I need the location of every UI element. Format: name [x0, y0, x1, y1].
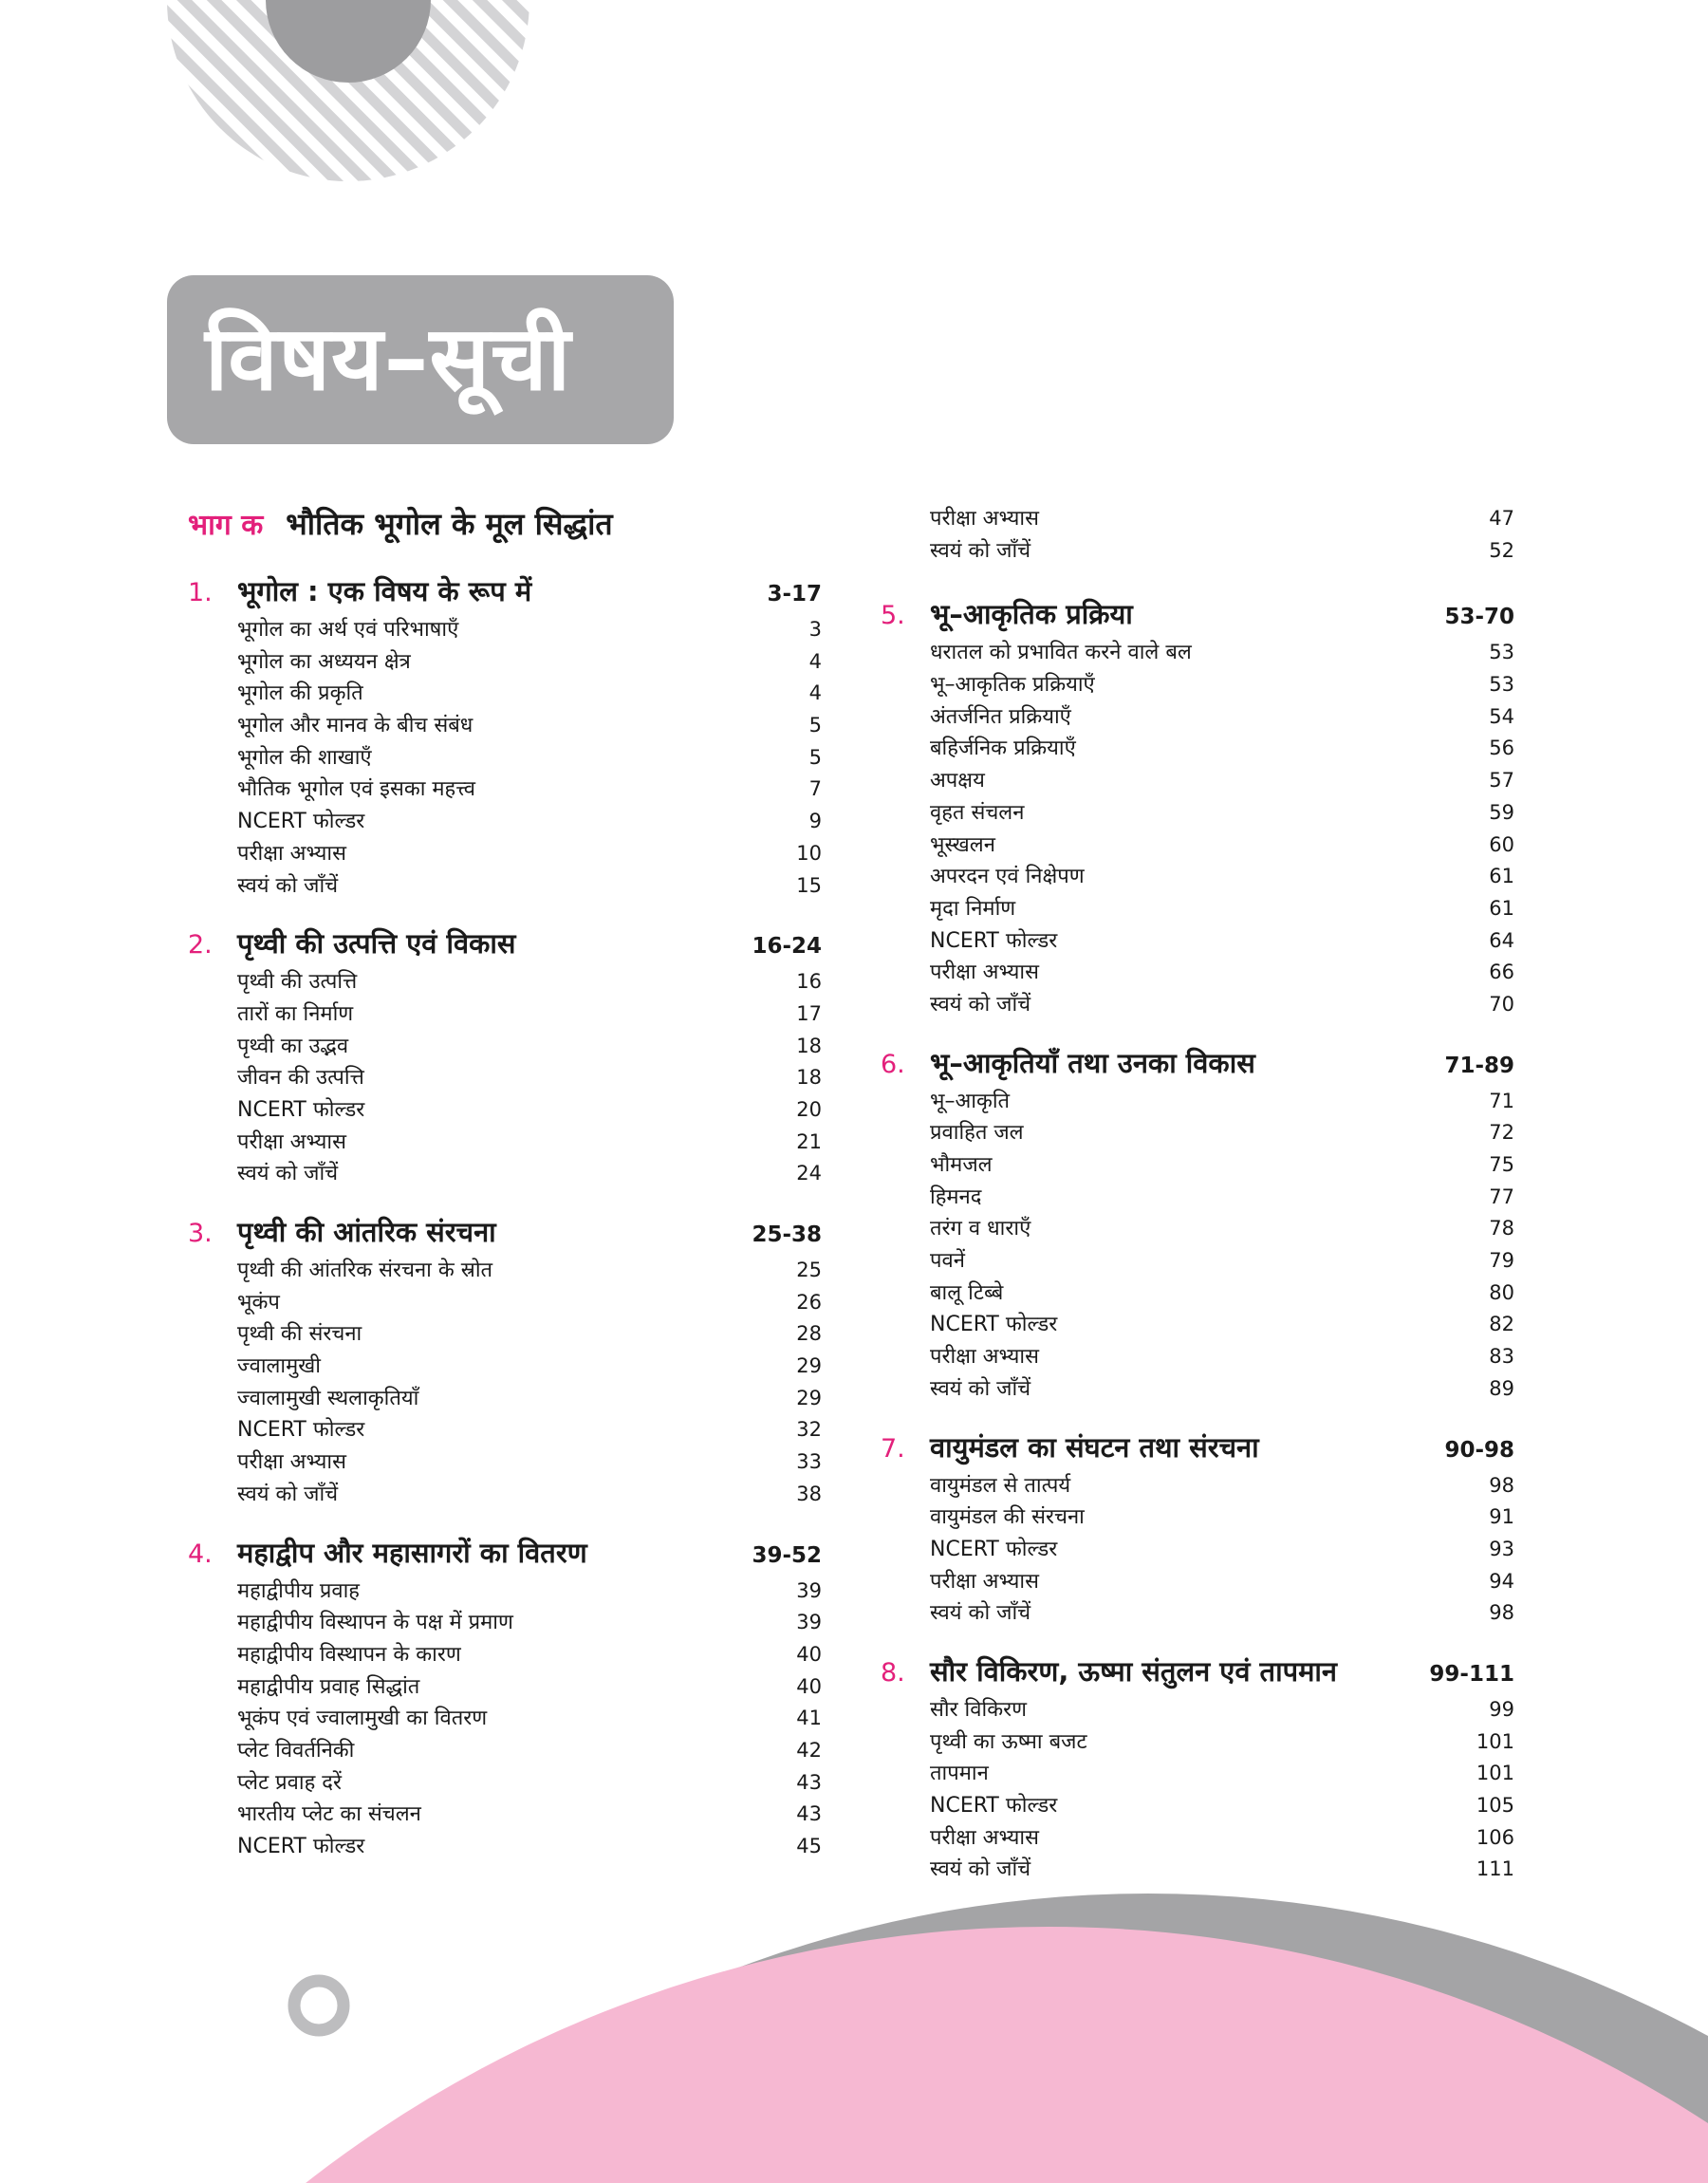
- toc-entry[interactable]: [881, 637, 1514, 669]
- chapter-number: 2.: [188, 930, 213, 961]
- toc-entry-label: NCERT फोल्डर: [930, 1794, 1058, 1818]
- toc-entry[interactable]: [881, 1245, 1514, 1278]
- toc-entry[interactable]: [188, 1318, 822, 1351]
- toc-entry-page: 71: [1489, 1089, 1514, 1112]
- toc-entry[interactable]: [881, 1117, 1514, 1149]
- toc-entry-label: भू–आकृति: [930, 1089, 1011, 1113]
- toc-entry-label: NCERT फोल्डर: [237, 1835, 365, 1858]
- toc-entry-page: 79: [1489, 1249, 1514, 1273]
- chapter-block: [881, 1044, 1514, 1406]
- part-heading: [188, 503, 822, 544]
- toc-entry-page: 39: [796, 1578, 822, 1602]
- toc-entry-label: धरातल को प्रभावित करने वाले बल: [930, 641, 1192, 665]
- toc-entry-label: पृथ्वी का ऊष्मा बजट: [930, 1729, 1087, 1754]
- toc-entry-label: पृथ्वी की संरचना: [237, 1322, 362, 1347]
- chapter-number: 1.: [188, 578, 213, 607]
- toc-entry-page: 20: [796, 1097, 822, 1121]
- toc-entry-page: 75: [1489, 1153, 1514, 1176]
- toc-entry[interactable]: [188, 1446, 822, 1479]
- toc-entry-label: स्वयं को जाँचें: [237, 1482, 339, 1506]
- part-label: भाग क: [188, 509, 264, 542]
- toc-entry[interactable]: [881, 1213, 1514, 1245]
- toc-entry[interactable]: [881, 1502, 1514, 1534]
- toc-entry-page: 29: [796, 1354, 822, 1378]
- toc-entry-page: 29: [796, 1386, 822, 1409]
- chapter-page-range: 71-89: [1444, 1053, 1514, 1078]
- toc-continued-list: [881, 503, 1514, 567]
- toc-entry-page: 83: [1489, 1345, 1514, 1369]
- toc-entry-label: प्लेट विवर्तनिकी: [237, 1738, 355, 1763]
- chapter-title: भू–आकृतिक प्रक्रिया: [930, 598, 1133, 631]
- toc-entry-label: स्वयं को जाँचें: [930, 538, 1031, 563]
- toc-entry-page: 10: [796, 841, 822, 865]
- toc-entry-page: 15: [796, 873, 822, 897]
- chapter-page-range: 99-111: [1429, 1661, 1514, 1687]
- toc-entry-page: 80: [1489, 1280, 1514, 1304]
- toc-entry[interactable]: [881, 1309, 1514, 1341]
- chapter-number: 7.: [881, 1433, 905, 1464]
- toc-entry-label: भूगोल की प्रकृति: [237, 681, 363, 706]
- toc-entry[interactable]: [881, 830, 1514, 862]
- toc-entry[interactable]: [188, 1607, 822, 1639]
- toc-entry[interactable]: [188, 710, 822, 742]
- toc-left-list: [188, 572, 822, 1863]
- toc-entry-label: अपक्षय: [930, 769, 985, 793]
- toc-left-column: [188, 503, 822, 1886]
- toc-entry-label: भूगोल का अर्थ एवं परिभाषाएँ: [237, 618, 459, 642]
- toc-entry[interactable]: [188, 1735, 822, 1767]
- toc-entry-page: 32: [796, 1418, 822, 1442]
- toc-entry[interactable]: [188, 1639, 822, 1671]
- toc-entry[interactable]: [881, 1566, 1514, 1598]
- toc-entry-page: 45: [796, 1835, 822, 1857]
- toc-entry-label: मृदा निर्माण: [930, 896, 1016, 921]
- toc-entry-page: 43: [796, 1770, 822, 1794]
- toc-entry-label: परीक्षा अभ्यास: [930, 1569, 1039, 1594]
- chapter-page-range: 3-17: [767, 582, 822, 606]
- chapter-page-range: 39-52: [752, 1542, 822, 1568]
- toc-entry-label: ज्वालामुखी: [237, 1354, 321, 1379]
- toc-entry[interactable]: [881, 1278, 1514, 1310]
- toc-entry[interactable]: [188, 1767, 822, 1800]
- toc-entry-label: महाद्वीपीय विस्थापन के पक्ष में प्रमाण: [237, 1611, 513, 1635]
- toc-entry[interactable]: [881, 669, 1514, 701]
- toc-entry-label: NCERT फोल्डर: [237, 1418, 365, 1443]
- toc-entry[interactable]: [188, 838, 822, 870]
- toc-entry[interactable]: [188, 1479, 822, 1511]
- toc-entry-page: 53: [1489, 641, 1514, 664]
- toc-entry-label: स्वयं को जाँचें: [237, 873, 339, 898]
- chapter-title: वायुमंडल का संघटन तथा संरचना: [930, 1430, 1259, 1464]
- toc-entry-page: 94: [1489, 1569, 1514, 1593]
- toc-entry-label: स्वयं को जाँचें: [930, 1857, 1031, 1882]
- chapter-block: [188, 572, 822, 902]
- toc-entry[interactable]: [188, 966, 822, 998]
- toc-entry-label: परीक्षा अभ्यास: [237, 1450, 346, 1475]
- toc-entry-page: 60: [1489, 832, 1514, 856]
- chapter-heading[interactable]: [188, 924, 822, 966]
- toc-right-list: [881, 595, 1514, 1886]
- toc-entry[interactable]: [188, 1031, 822, 1063]
- toc-entry-page: 3: [808, 618, 822, 641]
- toc-entry[interactable]: [881, 701, 1514, 734]
- toc-entry-page: 111: [1476, 1857, 1514, 1881]
- chapter-block: [881, 1652, 1514, 1886]
- chapter-heading[interactable]: [881, 1652, 1514, 1694]
- chapter-heading[interactable]: [881, 1428, 1514, 1470]
- toc-entry[interactable]: [188, 1255, 822, 1287]
- toc-entry[interactable]: [188, 1383, 822, 1415]
- toc-entry[interactable]: [881, 893, 1514, 925]
- toc-entry-page: 40: [796, 1642, 822, 1666]
- toc-entry-page: 98: [1489, 1473, 1514, 1497]
- toc-entry[interactable]: [881, 1182, 1514, 1214]
- toc-entry[interactable]: [881, 733, 1514, 765]
- toc-entry[interactable]: [881, 797, 1514, 830]
- toc-entry-label: स्वयं को जाँचें: [930, 1376, 1031, 1401]
- chapter-number: 5.: [881, 601, 905, 631]
- toc-entry-label: परीक्षा अभ्यास: [930, 1345, 1039, 1370]
- toc-entry[interactable]: [188, 614, 822, 646]
- toc-entry[interactable]: [881, 1726, 1514, 1759]
- toc-entry-page: 72: [1489, 1121, 1514, 1145]
- chapter-number: 6.: [881, 1049, 905, 1079]
- toc-entry-page: 53: [1489, 673, 1514, 697]
- toc-entry-label: परीक्षा अभ्यास: [930, 1825, 1039, 1850]
- toc-entry-label: भूगोल और मानव के बीच संबंध: [237, 714, 473, 738]
- toc-entry[interactable]: [188, 998, 822, 1031]
- toc-entry-label: महाद्वीपीय विस्थापन के कारण: [237, 1642, 461, 1667]
- toc-entry-label: भूगोल का अध्ययन क्षेत्र: [237, 649, 411, 674]
- toc-entry-label: स्वयं को जाँचें: [930, 1601, 1031, 1626]
- chapter-page-range: 16-24: [752, 934, 822, 960]
- toc-entry-label: तारों का निर्माण: [237, 1001, 354, 1026]
- chapter-block: [188, 1213, 822, 1511]
- chapter-heading[interactable]: [188, 1213, 822, 1255]
- toc-entry-page: 42: [796, 1738, 822, 1762]
- toc-entry[interactable]: [881, 1822, 1514, 1855]
- toc-entry-page: 25: [796, 1259, 822, 1281]
- chapter-page-range: 25-38: [752, 1222, 822, 1247]
- toc-entry-label: महाद्वीपीय प्रवाह: [237, 1578, 360, 1603]
- chapter-number: 4.: [188, 1539, 213, 1569]
- toc-entry-page: 47: [1489, 507, 1514, 530]
- toc-entry[interactable]: [881, 925, 1514, 958]
- toc-entry-page: 98: [1489, 1601, 1514, 1625]
- toc-entry-page: 106: [1476, 1825, 1514, 1849]
- toc-entry-page: 105: [1476, 1794, 1514, 1817]
- toc-entry[interactable]: [881, 1373, 1514, 1406]
- toc-entry[interactable]: [881, 1790, 1514, 1822]
- toc-right-column: [881, 503, 1514, 1909]
- toc-entry-page: 4: [808, 649, 822, 673]
- toc-entry[interactable]: [881, 503, 1514, 535]
- toc-entry-label: प्रवाहित जल: [930, 1121, 1024, 1146]
- chapter-page-range: 90-98: [1444, 1437, 1514, 1463]
- toc-entry[interactable]: [188, 1127, 822, 1159]
- toc-entry[interactable]: [881, 765, 1514, 797]
- toc-entry-page: 38: [796, 1482, 822, 1505]
- toc-entry-label: परीक्षा अभ्यास: [930, 507, 1039, 531]
- chapter-title: भू–आकृतियाँ तथा उनका विकास: [930, 1046, 1255, 1079]
- toc-entry-label: पृथ्वी का उद्भव: [237, 1034, 349, 1058]
- toc-entry-page: 101: [1476, 1729, 1514, 1753]
- toc-entry-page: 54: [1489, 704, 1514, 728]
- toc-entry-label: पवनें: [930, 1249, 965, 1274]
- toc-entry-page: 89: [1489, 1376, 1514, 1400]
- toc-entry-label: हिमनद: [930, 1185, 982, 1209]
- toc-entry-page: 61: [1489, 896, 1514, 920]
- toc-entry-label: NCERT फोल्डर: [930, 1313, 1058, 1337]
- toc-entry-label: जीवन की उत्पत्ति: [237, 1066, 364, 1091]
- toc-entry[interactable]: [188, 870, 822, 903]
- toc-entry[interactable]: [188, 742, 822, 774]
- toc-entry[interactable]: [881, 861, 1514, 893]
- toc-entry-label: भौतिक भूगोल एवं इसका महत्त्व: [237, 777, 475, 802]
- toc-entry-label: भूगोल की शाखाएँ: [237, 745, 372, 770]
- toc-entry[interactable]: [188, 678, 822, 710]
- toc-entry-page: 5: [808, 745, 822, 769]
- toc-entry-label: तापमान: [930, 1762, 989, 1786]
- toc-entry-page: 61: [1489, 865, 1514, 888]
- toc-entry-label: वायुमंडल की संरचना: [930, 1505, 1085, 1530]
- toc-entry[interactable]: [881, 957, 1514, 989]
- chapter-block: [881, 595, 1514, 1020]
- toc-entry[interactable]: [881, 1854, 1514, 1886]
- toc-entry-label: तरंग व धाराएँ: [930, 1217, 1031, 1241]
- toc-entry-label: महाद्वीपीय प्रवाह सिद्धांत: [237, 1674, 420, 1699]
- toc-entry-label: भूस्खलन: [930, 832, 995, 857]
- chapter-heading[interactable]: [881, 1044, 1514, 1086]
- toc-entry[interactable]: [881, 1597, 1514, 1630]
- toc-entry[interactable]: [188, 1703, 822, 1735]
- toc-entry[interactable]: [188, 1799, 822, 1831]
- toc-entry-label: NCERT फोल्डर: [237, 1097, 365, 1122]
- toc-entry-page: 56: [1489, 737, 1514, 760]
- toc-entry-page: 43: [796, 1802, 822, 1826]
- toc-entry-page: 21: [796, 1129, 822, 1153]
- chapter-heading[interactable]: [188, 572, 822, 614]
- toc-entry-page: 66: [1489, 961, 1514, 984]
- toc-entry-page: 4: [808, 681, 822, 705]
- toc-entry-page: 41: [796, 1707, 822, 1730]
- toc-entry-page: 33: [796, 1450, 822, 1474]
- toc-entry[interactable]: [881, 989, 1514, 1021]
- toc-entry-label: अंतर्जनित प्रक्रियाएँ: [930, 704, 1071, 729]
- toc-entry-page: 17: [796, 1001, 822, 1025]
- toc-entry-page: 5: [808, 714, 822, 737]
- chapter-title: भूगोल : एक विषय के रूप में: [237, 575, 532, 607]
- toc-entry-label: भौमजल: [930, 1153, 993, 1177]
- toc-entry-page: 70: [1489, 992, 1514, 1016]
- toc-entry[interactable]: [188, 1062, 822, 1094]
- toc-entry-page: 78: [1489, 1217, 1514, 1241]
- chapter-heading[interactable]: [881, 595, 1514, 637]
- toc-entry[interactable]: [881, 535, 1514, 568]
- toc-entry-label: भारतीय प्लेट का संचलन: [237, 1802, 421, 1827]
- toc-entry-page: 101: [1476, 1762, 1514, 1785]
- toc-entry-page: 16: [796, 970, 822, 994]
- toc-entry-label: भू–आकृतिक प्रक्रियाएँ: [930, 673, 1095, 698]
- toc-entry-page: 9: [808, 810, 822, 833]
- toc-entry[interactable]: [188, 1414, 822, 1446]
- toc-entry-label: भूकंप एवं ज्वालामुखी का वितरण: [237, 1707, 488, 1731]
- toc-entry[interactable]: [881, 1149, 1514, 1182]
- toc-entry-page: 18: [796, 1034, 822, 1057]
- toc-entry-label: स्वयं को जाँचें: [930, 992, 1031, 1017]
- toc-entry[interactable]: [188, 1831, 822, 1863]
- chapter-block: [881, 1428, 1514, 1630]
- bottom-ring-icon: [294, 1981, 343, 2030]
- toc-entry[interactable]: [881, 1694, 1514, 1726]
- chapter-number: 8.: [881, 1657, 905, 1688]
- toc-entry-label: सौर विकिरण: [930, 1697, 1027, 1722]
- toc-entry-page: 91: [1489, 1505, 1514, 1529]
- toc-entry[interactable]: [188, 1287, 822, 1319]
- toc-entry[interactable]: [881, 1470, 1514, 1502]
- toc-entry-label: अपरदन एवं निक्षेपण: [930, 865, 1085, 889]
- toc-entry-page: 59: [1489, 800, 1514, 824]
- toc-entry-label: परीक्षा अभ्यास: [237, 1129, 346, 1154]
- toc-entry-label: NCERT फोल्डर: [930, 1537, 1058, 1561]
- toc-entry-page: 93: [1489, 1537, 1514, 1560]
- toc-entry-page: 99: [1489, 1697, 1514, 1721]
- chapter-title: पृथ्वी की आंतरिक संरचना: [237, 1216, 496, 1248]
- toc-entry-page: 24: [796, 1162, 822, 1185]
- toc-entry-page: 7: [808, 777, 822, 801]
- toc-entry-page: 18: [796, 1066, 822, 1090]
- toc-entry-label: ज्वालामुखी स्थलाकृतियाँ: [237, 1386, 419, 1410]
- toc-entry-label: वृहत संचलन: [930, 800, 1025, 825]
- toc-entry[interactable]: [881, 1534, 1514, 1566]
- chapter-page-range: 53-70: [1444, 605, 1514, 630]
- toc-entry[interactable]: [188, 806, 822, 838]
- chapter-heading[interactable]: [188, 1534, 822, 1576]
- toc-entry[interactable]: [188, 1158, 822, 1190]
- toc-entry-page: 57: [1489, 769, 1514, 793]
- toc-entry[interactable]: [188, 1351, 822, 1383]
- toc-entry[interactable]: [188, 646, 822, 679]
- chapter-title: महाद्वीप और महासागरों का वितरण: [237, 1536, 587, 1569]
- toc-entry-label: स्वयं को जाँचें: [237, 1162, 339, 1186]
- toc-entry-label: भूकंप: [237, 1290, 280, 1315]
- toc-entry[interactable]: [188, 1094, 822, 1127]
- toc-entry-label: वायुमंडल से तात्पर्य: [930, 1473, 1071, 1498]
- toc-entry-label: NCERT फोल्डर: [930, 928, 1058, 953]
- chapter-title: सौर विकिरण, ऊष्मा संतुलन एवं तापमान: [930, 1654, 1338, 1688]
- top-striped-ring: [167, 0, 529, 181]
- toc-entry[interactable]: [881, 1086, 1514, 1118]
- part-title: भौतिक भूगोल के मूल सिद्धांत: [286, 506, 613, 542]
- chapter-number: 3.: [188, 1219, 213, 1248]
- chapter-title: पृथ्वी की उत्पत्ति एवं विकास: [237, 927, 516, 961]
- toc-entry[interactable]: [188, 774, 822, 806]
- toc-entry-page: 82: [1489, 1313, 1514, 1336]
- toc-entry-label: प्लेट प्रवाह दरें: [237, 1770, 342, 1795]
- chapter-block: [188, 1534, 822, 1863]
- chapter-block: [188, 924, 822, 1190]
- toc-entry-page: 39: [796, 1611, 822, 1634]
- toc-entry-label: NCERT फोल्डर: [237, 810, 365, 834]
- toc-entry-page: 28: [796, 1322, 822, 1346]
- toc-entry-page: 26: [796, 1290, 822, 1314]
- toc-entry-label: बालू टिब्बे: [930, 1280, 1004, 1305]
- toc-entry-page: 77: [1489, 1185, 1514, 1208]
- toc-entry-page: 64: [1489, 928, 1514, 952]
- toc-entry[interactable]: [188, 1671, 822, 1704]
- toc-entry[interactable]: [881, 1758, 1514, 1790]
- toc-entry-label: परीक्षा अभ्यास: [237, 841, 346, 866]
- toc-entry[interactable]: [881, 1341, 1514, 1373]
- toc-entry-label: परीक्षा अभ्यास: [930, 961, 1039, 985]
- page-title: विषय–सूची: [205, 308, 572, 411]
- title-banner: [167, 275, 674, 444]
- toc-entry-label: बहिर्जनिक प्रक्रियाएँ: [930, 737, 1076, 761]
- toc-entry-page: 40: [796, 1674, 822, 1698]
- toc-entry[interactable]: [188, 1576, 822, 1608]
- toc-entry-page: 52: [1489, 538, 1514, 562]
- toc-entry-label: पृथ्वी की उत्पत्ति: [237, 970, 358, 995]
- toc-entry-label: पृथ्वी की आंतरिक संरचना के स्रोत: [237, 1259, 493, 1282]
